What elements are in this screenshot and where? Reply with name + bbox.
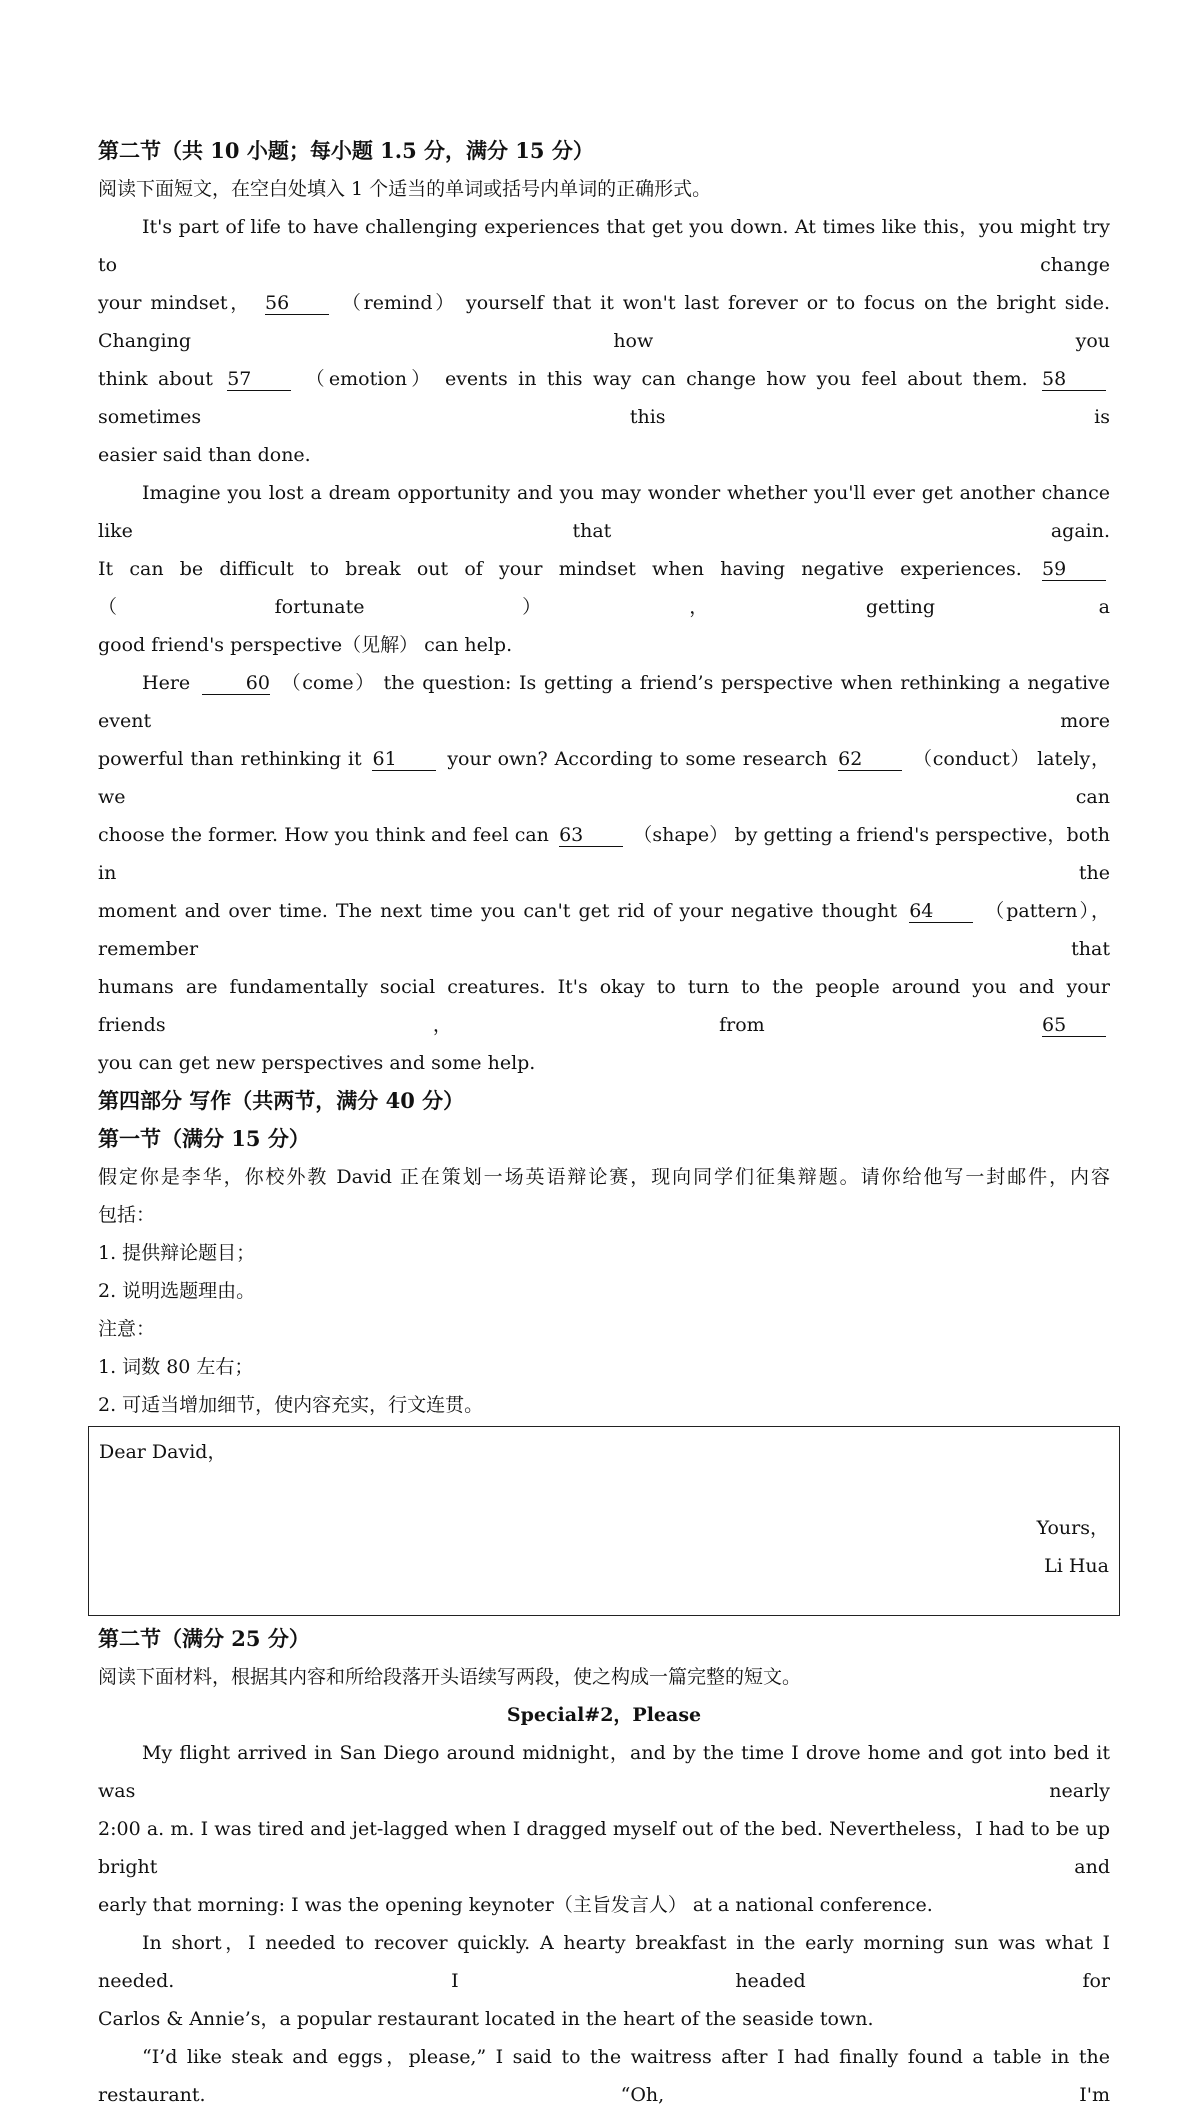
passage-line: [98, 816, 1110, 892]
story-passage: [98, 1734, 1110, 2114]
blank-59[interactable]: 59: [1042, 558, 1106, 581]
passage-line: It's part of life to have challenging experiences that get you down. At times like this，you might try to change: [98, 216, 1110, 276]
story-line: early that morning: I was the opening keynoter（主旨发言人） at a national conference.: [98, 1894, 933, 1916]
text-span: （emotion） events in this way can change how you feel about them.: [305, 368, 1028, 390]
text-span: （fortunate），getting a: [98, 596, 1110, 618]
blank-56[interactable]: 56: [265, 292, 329, 315]
writing1-note: 1. 词数 80 左右；: [98, 1356, 254, 1378]
blank-63[interactable]: 63: [559, 824, 623, 847]
blank-65[interactable]: 65: [1042, 1014, 1106, 1037]
exam-page: [98, 132, 1110, 2114]
text-span: （conduct） lately，we can: [98, 748, 1111, 808]
writing1-note-label: 注意：: [98, 1318, 156, 1340]
writing1-heading: 第一节（满分 15 分）: [98, 1126, 310, 1151]
passage-line: [98, 360, 1110, 436]
passage-line: [98, 550, 1110, 626]
cloze-passage: [98, 208, 1110, 1082]
letter-closing: Yours，: [1036, 1517, 1109, 1539]
part4-heading: 第四部分 写作（共两节，满分 40 分）: [98, 1088, 465, 1113]
blank-64[interactable]: 64: [909, 900, 973, 923]
text-span: （remind） yourself that it won't last forever or to focus on the bright side. Changing how you: [98, 292, 1110, 352]
text-span: humans are fundamentally social creatures. It's okay to turn to the people around you and your friends，from: [98, 976, 1110, 1036]
text-span: It can be difficult to break out of your mindset when having negative experiences.: [98, 558, 1022, 580]
section2-instruction: 阅读下面短文，在空白处填入 1 个适当的单词或括号内单词的正确形式。: [98, 178, 712, 200]
writing1-prompt: 包括：: [98, 1204, 156, 1226]
passage-line: Imagine you lost a dream opportunity and you may wonder whether you'll ever get another chance like that again.: [98, 482, 1110, 542]
story-line: My flight arrived in San Diego around midnight，and by the time I drove home and got into bed it was nearly: [98, 1742, 1110, 1802]
passage-line: easier said than done.: [98, 444, 311, 466]
passage-line: [98, 740, 1110, 816]
writing1-note: 2. 可适当增加细节，使内容充实，行文连贯。: [98, 1394, 484, 1416]
text-span: your mindset，: [98, 292, 253, 314]
writing2-instruction: 阅读下面材料，根据其内容和所给段落开头语续写两段，使之构成一篇完整的短文。: [98, 1666, 802, 1688]
passage-line: you can get new perspectives and some help.: [98, 1052, 536, 1074]
story-line: Carlos & Annie’s，a popular restaurant located in the heart of the seaside town.: [98, 2008, 874, 2030]
text-span: （come） the question: Is getting a friend’s perspective when rethinking a negative event more: [98, 672, 1111, 732]
story-line: In short，I needed to recover quickly. A hearty breakfast in the early morning sun was what I needed. I headed for: [98, 1932, 1110, 1992]
writing1-item: 1. 提供辩论题目；: [98, 1242, 256, 1264]
letter-signature: Li Hua: [1044, 1555, 1109, 1577]
text-span: （pattern），remember that: [98, 900, 1110, 960]
passage-line: [98, 284, 1110, 360]
blank-61[interactable]: 61: [372, 748, 436, 771]
text-span: moment and over time. The next time you can't get rid of your negative thought: [98, 900, 898, 922]
letter-salutation: Dear David，: [99, 1441, 227, 1463]
blank-60[interactable]: 60: [202, 672, 270, 695]
text-span: your own? According to some research: [447, 748, 828, 770]
passage-line: [98, 892, 1110, 968]
blank-62[interactable]: 62: [838, 748, 902, 771]
writing2-heading: 第二节（满分 25 分）: [98, 1626, 310, 1651]
passage-line: [98, 664, 1110, 740]
text-span: think about: [98, 368, 213, 390]
passage-line: [98, 968, 1110, 1044]
text-span: powerful than rethinking it: [98, 748, 362, 770]
passage-line: good friend's perspective（见解） can help.: [98, 634, 513, 656]
story-line: 2:00 a. m. I was tired and jet-lagged when I dragged myself out of the bed. Nevertheless，I had to be up bright and: [98, 1818, 1110, 1878]
story-line: “I’d like steak and eggs，please,” I said to the waitress after I had finally found a table in the restaurant. “Oh, I'm: [98, 2046, 1110, 2106]
text-span: （shape） by getting a friend's perspective，both in the: [98, 824, 1111, 884]
writing1-item: 2. 说明选题理由。: [98, 1280, 256, 1302]
text-span: choose the former. How you think and feel can: [98, 824, 549, 846]
letter-answer-box[interactable]: [88, 1426, 1120, 1616]
story-title: Special#2，Please: [506, 1704, 702, 1726]
blank-58[interactable]: 58: [1042, 368, 1106, 391]
writing1-prompt: 假定你是李华，你校外教 David 正在策划一场英语辩论赛，现向同学们征集辩题。请你给他写一封邮件，内容: [98, 1166, 1110, 1188]
section2-heading: 第二节（共 10 小题；每小题 1.5 分，满分 15 分）: [98, 138, 594, 163]
blank-57[interactable]: 57: [227, 368, 291, 391]
text-span: sometimes this is: [98, 406, 1110, 428]
text-span: Here: [142, 672, 191, 694]
